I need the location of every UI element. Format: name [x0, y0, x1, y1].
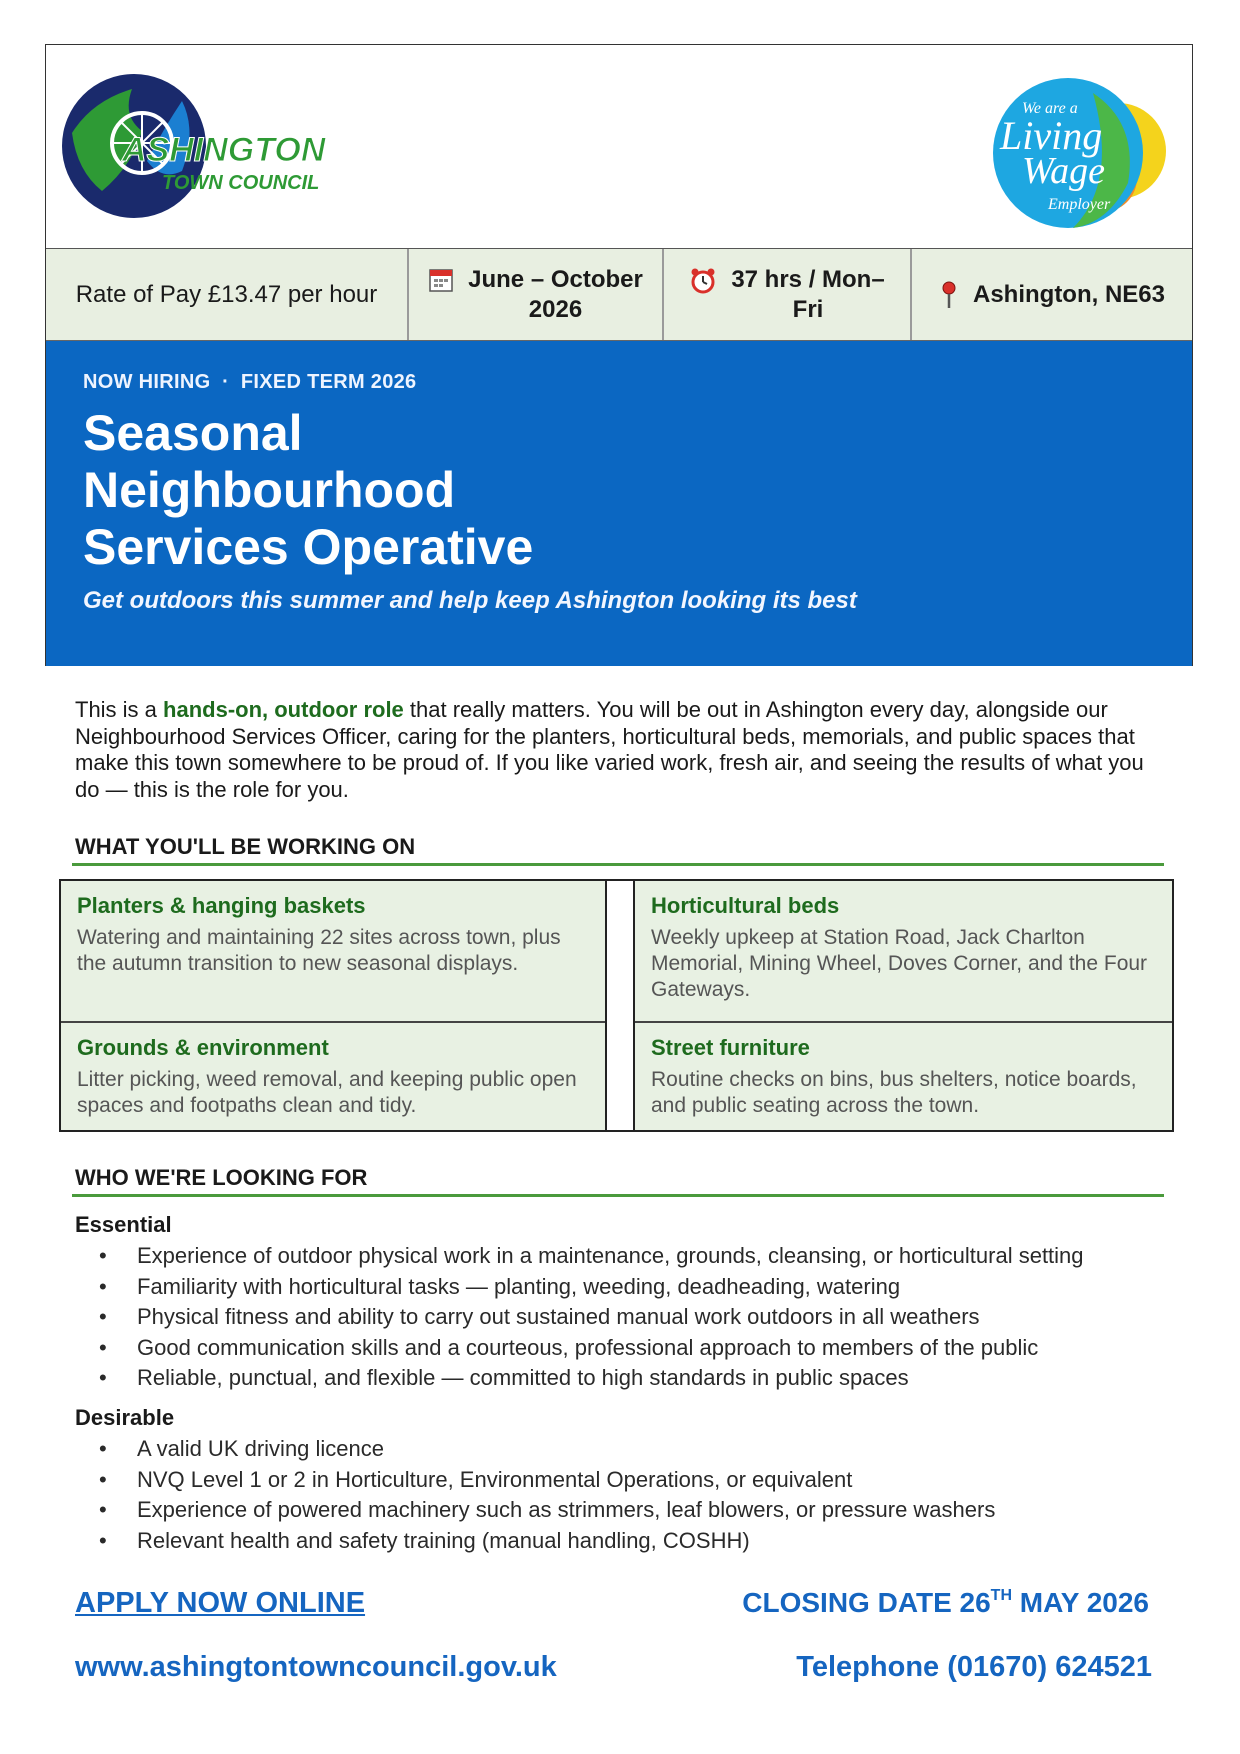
living-wage-line2: Living [1000, 113, 1103, 158]
work-card-text: Routine checks on bins, bus shelters, notice boards, and public seating across the town. [651, 1068, 1137, 1117]
essential-list [0, 1243, 1240, 1396]
bullet: • [99, 1497, 107, 1522]
dates-line1: June – October [468, 265, 643, 293]
work-card-title: Street furniture [651, 1035, 810, 1060]
logo-strip [46, 45, 1192, 249]
apply-now-link[interactable]: APPLY NOW ONLINE [75, 1587, 366, 1619]
dates-line2: 2026 [528, 295, 583, 323]
work-card-text: Litter picking, weed removal, and keeping public open spaces and footpaths clean and tidy. [77, 1068, 577, 1117]
bullet: • [99, 1436, 107, 1461]
work-card-text: Weekly upkeep at Station Road, Jack Charlton Memorial, Mining Wheel, Doves Corner, and the Four Gateways. [651, 926, 1148, 1001]
essential-label: Essential [75, 1212, 172, 1237]
bullet: • [99, 1243, 107, 1268]
telephone-number: Telephone (01670) 624521 [796, 1651, 1152, 1683]
list-item [0, 1436, 1240, 1467]
list-item [0, 1497, 1240, 1528]
logo-word-town-council: TOWN COUNCIL [162, 172, 320, 194]
work-card-planters [61, 881, 605, 1021]
work-card-street-furniture [635, 1023, 1172, 1130]
list-item [0, 1304, 1240, 1335]
grid-column-gutter [605, 881, 635, 1130]
hero-subtitle: Get outdoors this summer and help keep Ashington looking its best [83, 587, 857, 614]
list-item [0, 1274, 1240, 1305]
info-location [912, 249, 1192, 340]
work-heading: WHAT YOU'LL BE WORKING ON [75, 834, 416, 859]
work-grid [59, 879, 1174, 1132]
map-pin-icon [939, 280, 959, 310]
list-item [0, 1243, 1240, 1274]
bullet: • [99, 1304, 107, 1329]
list-item [0, 1467, 1240, 1498]
intro-after: that really matters. You will be out in Ashington every day, alongside our Neighbourhood Services Officer, caring for the planters, horticultural beds, memorials, and public spaces that make this town somewhere to be proud of. If you like varied work, fresh air, and seeing the results of what you do — this is the role for you. [75, 697, 1144, 802]
looking-heading-rule [72, 1194, 1164, 1197]
pay-text: Rate of Pay £13.47 per hour [75, 280, 378, 308]
list-item-text: Reliable, punctual, and flexible — committed to high standards in public spaces [137, 1365, 909, 1390]
living-wage-employer-logo [978, 73, 1178, 233]
alarm-clock-icon [689, 267, 717, 295]
bullet: • [99, 1466, 107, 1492]
list-item [0, 1335, 1240, 1366]
list-item [0, 1365, 1240, 1396]
hours-line1: 37 hrs / Mon– [731, 265, 885, 293]
intro-paragraph [75, 697, 1165, 803]
work-card-horticultural-beds [635, 881, 1172, 1021]
closing-date [742, 1587, 1149, 1619]
work-card-text: Watering and maintaining 22 sites across town, plus the autumn transition to new seasonal displays. [77, 926, 561, 975]
bullet: • [99, 1273, 107, 1299]
job-info-bar [46, 249, 1192, 341]
living-wage-line4: Employer [1048, 196, 1111, 213]
list-item [0, 1528, 1240, 1559]
header-frame [45, 44, 1193, 666]
hero-eyebrow: NOW HIRING · FIXED TERM 2026 [83, 371, 417, 393]
info-pay [46, 249, 409, 340]
work-card-title: Horticultural beds [651, 893, 840, 918]
closing-date-text: CLOSING DATE 26 [742, 1587, 991, 1618]
work-card-grounds [61, 1023, 605, 1130]
bullet: • [99, 1334, 107, 1360]
list-item-text: Relevant health and safety training (manual handling, COSHH) [137, 1527, 750, 1553]
title-line3: Services Operative [83, 519, 534, 575]
list-item-text: Good communication skills and a courteous, professional approach to members of the public [137, 1334, 1039, 1360]
intro-highlight: hands-on, outdoor role [163, 697, 404, 722]
list-item-text: Physical fitness and ability to carry out sustained manual work outdoors in all weathers [137, 1304, 980, 1329]
bullet: • [99, 1527, 107, 1553]
list-item-text: Experience of outdoor physical work in a maintenance, grounds, cleansing, or horticultural setting [137, 1243, 1084, 1268]
intro-before: This is a [75, 697, 164, 722]
list-item-text: A valid UK driving licence [137, 1436, 385, 1461]
ashington-town-council-logo [62, 71, 362, 221]
work-card-title: Grounds & environment [77, 1035, 329, 1060]
title-line1: Seasonal [83, 405, 303, 461]
looking-heading: WHO WE'RE LOOKING FOR [75, 1165, 368, 1190]
desirable-list [0, 1436, 1240, 1558]
list-item-text: Familiarity with horticultural tasks — planting, weeding, deadheading, watering [137, 1273, 901, 1299]
living-wage-line1: We are a [1022, 100, 1078, 117]
list-item-text: NVQ Level 1 or 2 in Horticulture, Environmental Operations, or equivalent [137, 1466, 853, 1492]
website-link[interactable]: www.ashingtontowncouncil.gov.uk [75, 1651, 557, 1683]
living-wage-line3: Wage [1022, 150, 1106, 192]
logo-word-ashington: ASHINGTON [122, 131, 326, 169]
hours-line2: Fri [792, 295, 824, 323]
closing-date-month: MAY 2026 [1012, 1587, 1149, 1618]
closing-date-suffix: TH [990, 1587, 1012, 1604]
info-dates [409, 249, 664, 340]
info-hours [664, 249, 912, 340]
work-card-title: Planters & hanging baskets [77, 893, 366, 918]
calendar-icon [428, 267, 454, 293]
hero-banner [46, 341, 1192, 666]
list-item-text: Experience of powered machinery such as strimmers, leaf blowers, or pressure washers [137, 1497, 996, 1522]
title-line2: Neighbourhood [83, 462, 456, 518]
location-text: Ashington, NE63 [972, 280, 1165, 308]
bullet: • [99, 1365, 107, 1390]
work-heading-rule [72, 863, 1164, 866]
job-title [83, 405, 783, 576]
desirable-label: Desirable [75, 1405, 175, 1430]
